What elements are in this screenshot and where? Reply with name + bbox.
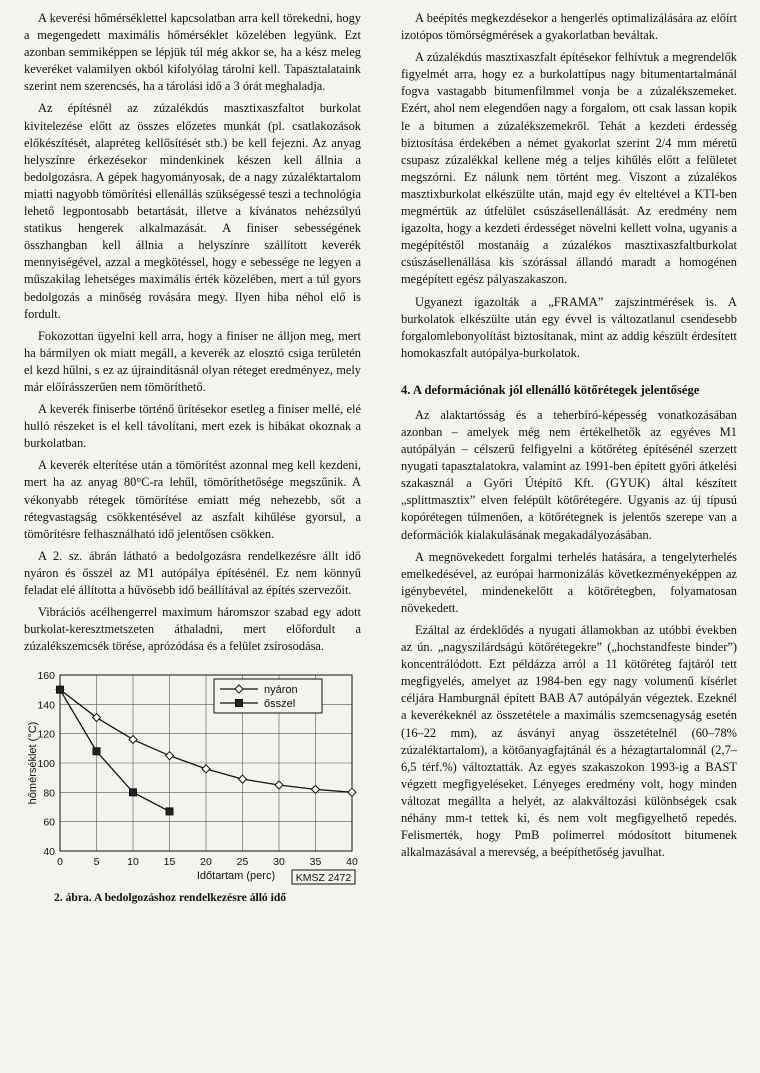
x-tick-label: 20	[200, 856, 212, 869]
x-tick-label: 35	[309, 856, 322, 869]
data-point-ősszel	[166, 808, 173, 815]
paragraph: Ezáltal az érdeklődés a nyugati államokban az utóbbi években az ún. „nagyszilárdságú kötőrétegekre” („hochstandfeste binder”) koncentrálódott. Ezt példázza arról a 11 kötőréteg fajtáról tett megfigyelés, amelyet az 1984-ben egy nagy volumenű kísérlet céljára Hamburgnál épített BAB A7 autópályán végeztek. Ezeknél a keverékeknél az összetétele a maximális szemcsenagyság esetén (16–22 mm), az ásványi anyag összetételnél (60–78% zúzaléktartalom), a kötőanyagfajtánál és a hézagtartalomnál (2,7–6,5 térf.%) változtatták. Az egyes szakaszokon 1993-ig a BAST végzett megfigyeléseket. Lényeges eredmény volt, hogy minden változat megállta a helyét, az alakváltozási különbségek csak néhány mm-t tettek ki, és nem volt megfigyelhető repedés. Felismerték, hogy PmB polimerrel módosított bitumenek alkalmazásával a merevség, a beépíthetőség javulhat.	[401, 623, 737, 860]
y-axis-label: hőmérséklet (°C)	[27, 722, 39, 805]
axis-labels	[27, 722, 355, 884]
paragraph: A keverék elterítése után a tömörítést azonnal meg kell kezdeni, mert ha az anyag 80°C-ra lehűl, tömöríthetősége megszűnik. A vékonyabb rétegek tömörítése emiatt még nehezebb, sőt a rétegvastagság csökkentésével az aszfalt kihűlése gyorsul, a tömörítésre felhasználható idő jelentősen csökken.	[24, 458, 361, 541]
x-tick-label: 15	[163, 856, 176, 869]
paragraph: A 2. sz. ábrán látható a bedolgozásra rendelkezésre állt idő nyáron és ősszel az M1 autópálya építésénél. Ez nem könnyű feladat elé állította a hűvösebb idő beállítával az építés szervezőit.	[24, 548, 361, 597]
y-tick-label: 80	[43, 787, 55, 800]
data-point-nyáron	[275, 781, 283, 789]
data-point-nyáron	[129, 736, 137, 744]
data-point-nyáron	[239, 776, 247, 784]
legend-label-nyáron: nyáron	[264, 684, 298, 697]
data-point-nyáron	[348, 789, 356, 797]
x-tick-label: 30	[273, 856, 285, 869]
data-point-nyáron	[202, 765, 210, 773]
temperature-chart	[24, 663, 361, 887]
y-tick-label: 140	[37, 699, 55, 712]
y-tick-label: 60	[43, 817, 55, 830]
paragraph: Fokozottan ügyelni kell arra, hogy a finiser ne álljon meg, mert ha bármilyen ok miatt megáll, a keverék az elosztó csiga területén el kezd hűlni, s ez az újraindításnál olyan réteget eredményez, mely már előírásszerűen nem tömöríthető.	[24, 328, 361, 394]
data-point-ősszel	[93, 748, 100, 755]
x-tick-label: 10	[127, 856, 139, 869]
x-tick-label: 0	[57, 856, 63, 869]
figure-caption: 2. ábra. A bedolgozáshoz rendelkezésre álló idő	[54, 891, 287, 905]
y-tick-label: 160	[37, 670, 55, 683]
paragraph: A megnövekedett forgalmi terhelés hatására, a tengelyterhelés emelkedésével, az európai harmonizálás következményeképpen az igénybevétel, mindenekelőtt a kötőrétegben, folyamatosan növekedett.	[401, 549, 737, 615]
x-tick-label: 40	[346, 856, 358, 869]
data-point-nyáron	[166, 752, 174, 760]
series-line-ősszel	[60, 690, 170, 812]
y-tick-label: 120	[37, 729, 55, 742]
x-tick-label: 5	[93, 856, 100, 869]
paragraph: Az alaktartósság és a teherbíró-képesség vonatkozásában azonban – amelyek még nem értékelhetők az egyéves M1 autópályán – célszerű felfigyelni a kötőréteg építésénél szerzett nyugati tapasztalatokra, valamint az 1991-ben épített győri átkelési szakasznál a Győri Útépítő Kft. (GYUK) által készített „splittmasztix” elven felépült kötőrétegére. Ugyanis az új típusú kopórétegen túlmenően, a kötőrétegnek is jelentős szerepe van a deformációk kialakulásának megakadályozásában.	[401, 407, 737, 542]
paragraph: Az építésnél az zúzalékdús masztixaszfaltot burkolat kivitelezése előtt az összes előzetes munkát (pl. csatlakozások előkészítését, alapréteg kellősítését stb.) be kell fejezni. Az anyag helyszínre érkezésekor mindenkinek készen kell állnia a bedolgozásra. A gépek hagyományosak, de a nagy zúzaléktartalom miatti nagyobb tömörítési ellenállás szükségessé teszi a technológia lehető legpontosabb betartását, illetve a kívánatos nehézsúlyú statikus hengerek alkalmazását. A finiser sebességének összhangban kell állnia a helyszínre szállított keverék mennyiségével, azzal a megkötéssel, hogy e sebessége ne legyen a műszakilag lehetséges maximális érték közelében, mert a túl gyors bedolgozás a minőség rovására megy. Ilyen hiba néhol elő is fordult.	[24, 101, 361, 321]
data-point-ősszel	[130, 789, 137, 796]
x-axis-label: Időtartam (perc)	[196, 870, 276, 883]
left-column	[24, 10, 361, 906]
paragraph: A keverési hőmérséklettel kapcsolatban arra kell törekedni, hogy a megengedett maximális hőmérséklet közelében legyünk. Ezt azonban semmiképpen se lépjük túl még akkor se, ha a kész meleg keveréket valamilyen okból kifolyólag tárolni kell. Tapasztalataink szerint nem szerencsés, ha a tárolási idő a 3 órát meghaladja.	[24, 11, 361, 94]
legend-label-ősszel: ősszel	[264, 698, 296, 711]
figure-2	[24, 663, 361, 906]
right-column	[401, 10, 737, 866]
paragraph: A beépítés megkezdésekor a hengerlés optimalizálására az előírt izotópos tömörségmérések a gyakorlatban beváltak.	[401, 11, 737, 43]
data-point-ősszel	[57, 687, 64, 694]
paragraph: A zúzalékdús masztixaszfalt építésekor felhívtuk a megrendelők figyelmét arra, hogy ez a burkolattípus nagy bitumentartalmánál fogva vastagabb bitumenfilmmel vonja be a zúzalékszemeket. Ezért, ahol nem elegendően nagy a forgalom, ott csak lassan kopik le a bitumen a zúzalékszemekről. Tehát a kezdeti érdesség biztosítása érdekében a német gyakorlat szerint 2/4 mm méretű csupasz zúzalékkal kellene még a teljes kihűlés előtt a felületet megszórni. Ez nálunk nem történt meg. Viszont a zúzalékos masztixburkolat elkészülte után, majd egy év elteltével a KTI-ben megmértük az útfelület csúszásellenállását. Az eredmény nem igazolta, hogy a kezdeti érdességet növelni kellett volna, ugyanis a megépítéstől mostanáig a zúzalékos masztixaszfaltburkolat csúszásellenállása kis szórással állandó maradt a homogénen megépített egész pályaszakaszon.	[401, 50, 737, 287]
paragraph: Vibrációs acélhengerrel maximum háromszor szabad egy adott burkolat-keresztmetszeten áthaladni, mert előfordult a zúzalékszemcsék törése, aprózódása és a felület zsírosodása.	[24, 605, 361, 654]
legend-marker-ősszel	[236, 700, 243, 707]
section-heading: 4. A deformációnak jól ellenálló kötőrétegek jelentősége	[401, 382, 700, 397]
paragraph: Ugyanezt igazolták a „FRAMA” zajszintmérések is. A burkolatok elkészülte után egy évvel is változatlanul csendesebb forgalomlebonyolítást biztosítanak, mint az addig készült érdesített homokaszfalt autópálya-burkolatok.	[401, 294, 737, 360]
x-tick-label: 25	[236, 856, 249, 869]
figure-code: KMSZ 2472	[295, 872, 352, 885]
paragraph: A keverék finiserbe történő ürítésekor esetleg a finiser mellé, elé hulló részeket is el kell távolítani, mert ezek is hibákat okoznak a burkolatban.	[24, 402, 361, 451]
y-tick-label: 100	[37, 758, 55, 771]
legend	[214, 679, 322, 713]
y-tick-label: 40	[43, 846, 55, 859]
